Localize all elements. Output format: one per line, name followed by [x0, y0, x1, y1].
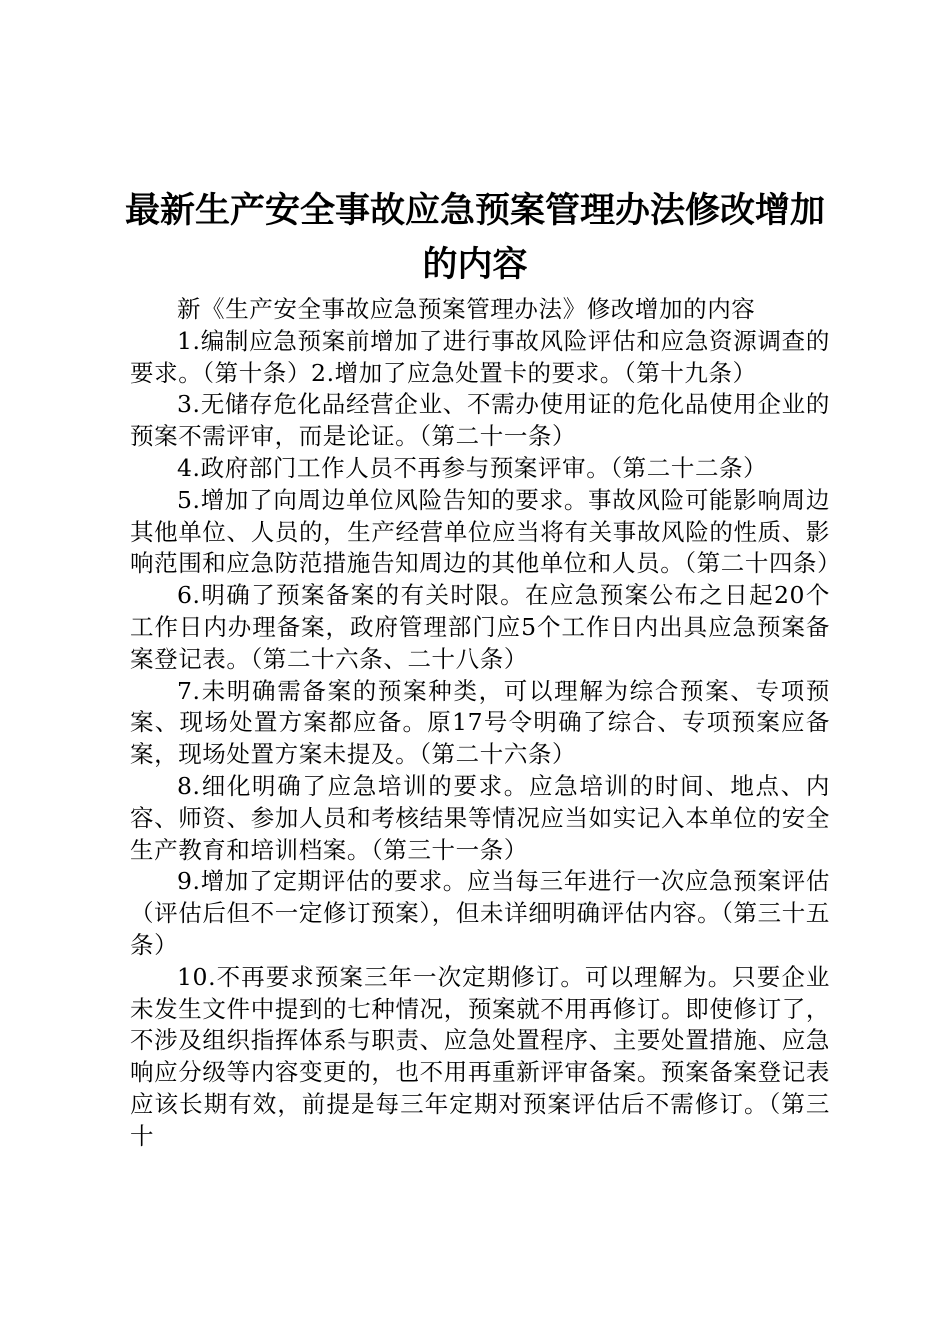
- paragraph-item-9: 9.增加了定期评估的要求。应当每三年进行一次应急预案评估（评估后但不一定修订预案），但未详细明确评估内容。（第三十五条）: [130, 867, 830, 959]
- paragraph-item-1-2: 1.编制应急预案前增加了进行事故风险评估和应急资源调查的要求。（第十条）2.增加了应急处置卡的要求。（第十九条）: [130, 326, 830, 387]
- document-body: [130, 294, 842, 1153]
- document-title: 最新生产安全事故应急预案管理办法修改增加的内容: [124, 190, 825, 285]
- paragraph-item-10: 10.不再要求预案三年一次定期修订。可以理解为。只要企业未发生文件中提到的七种情况，预案就不用再修订。即使修订了，不涉及组织指挥体系与职责、应急处置程序、主要处置措施、应急响应分级等内容变更的，也不用再重新评审备案。预案备案登记表应该长期有效，前提是每三年定期对预案评估后不需修订。（第三十: [130, 962, 830, 1150]
- paragraph-intro: 新《生产安全事故应急预案管理办法》修改增加的内容: [177, 295, 756, 323]
- paragraph-item-6: 6.明确了预案备案的有关时限。在应急预案公布之日起20个工作日内办理备案，政府管理部门应5个工作日内出具应急预案备案登记表。（第二十六条、二十八条）: [130, 581, 830, 673]
- paragraph-item-7: 7.未明确需备案的预案种类，可以理解为综合预案、专项预案、现场处置方案都应备。原17号令明确了综合、专项预案应备案，现场处置方案未提及。（第二十六条）: [130, 676, 830, 769]
- paragraph-item-3: 3.无储存危化品经营企业、不需办使用证的危化品使用企业的预案不需评审，而是论证。（第二十一条）: [130, 390, 830, 451]
- paragraph-item-4: 4.政府部门工作人员不再参与预案评审。（第二十二条）: [177, 453, 768, 482]
- paragraph-item-5: 5.增加了向周边单位风险告知的要求。事故风险可能影响周边其他单位、人员的，生产经营单位应当将有关事故风险的性质、影响范围和应急防范措施告知周边的其他单位和人员。（第二十四条）: [130, 485, 842, 578]
- paragraph-item-8: 8.细化明确了应急培训的要求。应急培训的时间、地点、内容、师资、参加人员和考核结果等情况应当如实记入本单位的安全生产教育和培训档案。（第三十一条）: [130, 771, 830, 864]
